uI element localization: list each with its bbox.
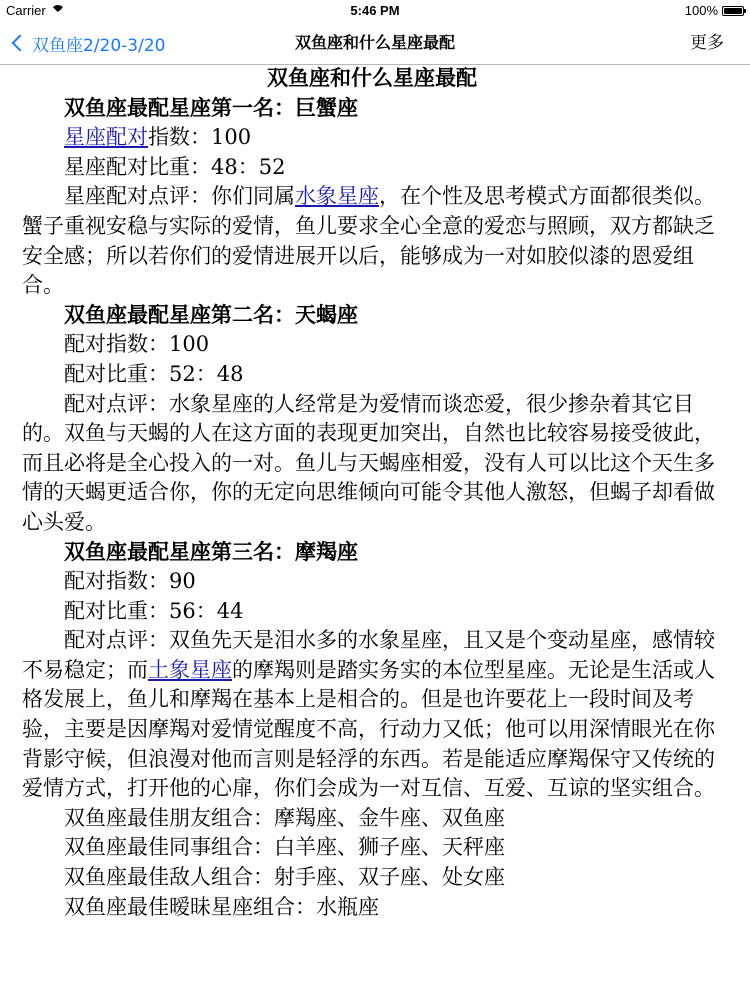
battery-percent: 100% [684, 3, 718, 18]
article-title: 双鱼座和什么星座最配 [267, 66, 477, 90]
status-bar [0, 0, 750, 22]
combo-line: 双鱼座最佳朋友组合：摩羯座、金牛座、双鱼座 [64, 805, 505, 830]
chevron-left-icon [12, 35, 29, 52]
more-button[interactable]: 更多 [690, 33, 724, 53]
constellation-match-link[interactable]: 星座配对 [64, 125, 148, 150]
earth-sign-link[interactable]: 土象星座 [148, 657, 232, 682]
match-index [22, 123, 722, 153]
combo-line: 双鱼座最佳同事组合：白羊座、狮子座、天秤座 [64, 835, 505, 860]
match-ratio: 星座配对比重：48：52 [64, 154, 286, 179]
combo-line: 双鱼座最佳暧昧星座组合：水瓶座 [64, 894, 379, 919]
match-comment-text: 星座配对点评：你们同属 [64, 184, 295, 209]
match-comment-text: ，在个性及思考模式方面都很类似。蟹子重视安稳与实际的爱情，鱼儿要求全心全意的爱恋与照顾，双方都缺乏安全感；所以若你们的爱情进展开以后，能够成为一对如胶似漆的恩爱组合。 [22, 184, 715, 298]
match-comment [22, 182, 722, 300]
status-time: 5:46 PM [350, 3, 400, 18]
match-ratio: 配对比重：52：48 [64, 361, 244, 386]
match-index: 配对指数：100 [64, 332, 210, 357]
water-sign-link[interactable]: 水象星座 [295, 184, 379, 209]
match-comment-text: 配对点评：双鱼先天是泪水多的水象星座，且又是个变动星座，感情较不易稳定；而 [22, 628, 715, 682]
article-content [22, 64, 722, 922]
match-index: 配对指数：90 [64, 569, 196, 594]
section-heading: 双鱼座最配星座第二名：天蝎座 [64, 302, 358, 327]
match-comment-text: 的摩羯则是踏实务实的本位型星座。无论是生活或人格发展上，鱼儿和摩羯在基本上是相合的。但是也许要花上一段时间及考验，主要是因摩羯对爱情觉醒度不高，行动力又低；他可以用深情眼光在你背影守候，但浪漫对他而言则是轻浮的东西。若是能适应摩羯保守又传统的爱情方式，打开他的心扉，你们会成为一对互信、互爱、互谅的坚实组合。 [22, 657, 715, 801]
battery-icon [722, 6, 744, 16]
match-index-value: 指数：100 [148, 125, 252, 150]
back-button[interactable] [8, 22, 166, 64]
battery-group [685, 3, 744, 18]
match-comment: 配对点评：水象星座的人经常是为爱情而谈恋爱，很少掺杂着其它目的。双鱼与天蝎的人在这方面的表现更加突出，自然也比较容易接受彼此，而且必将是全心投入的一对。鱼儿与天蝎座相爱，没有人可以比这个天生多情的天蝎更适合你，你的无定向思维倾向可能令其他人激怒，但蝎子却看做心头爱。 [22, 391, 715, 534]
match-comment [22, 626, 722, 804]
navigation-bar [0, 22, 750, 65]
back-button-label: 双鱼座2/20-3/20 [32, 35, 166, 56]
match-ratio: 配对比重：56：44 [64, 598, 244, 623]
battery-level-fill [724, 8, 742, 14]
nav-title: 双鱼座和什么星座最配 [294, 33, 455, 52]
section-heading: 双鱼座最配星座第三名：摩羯座 [64, 539, 358, 564]
carrier-label: Carrier [6, 3, 46, 18]
combo-line: 双鱼座最佳敌人组合：射手座、双子座、处女座 [64, 865, 505, 890]
section-heading: 双鱼座最配星座第一名：巨蟹座 [64, 95, 358, 120]
